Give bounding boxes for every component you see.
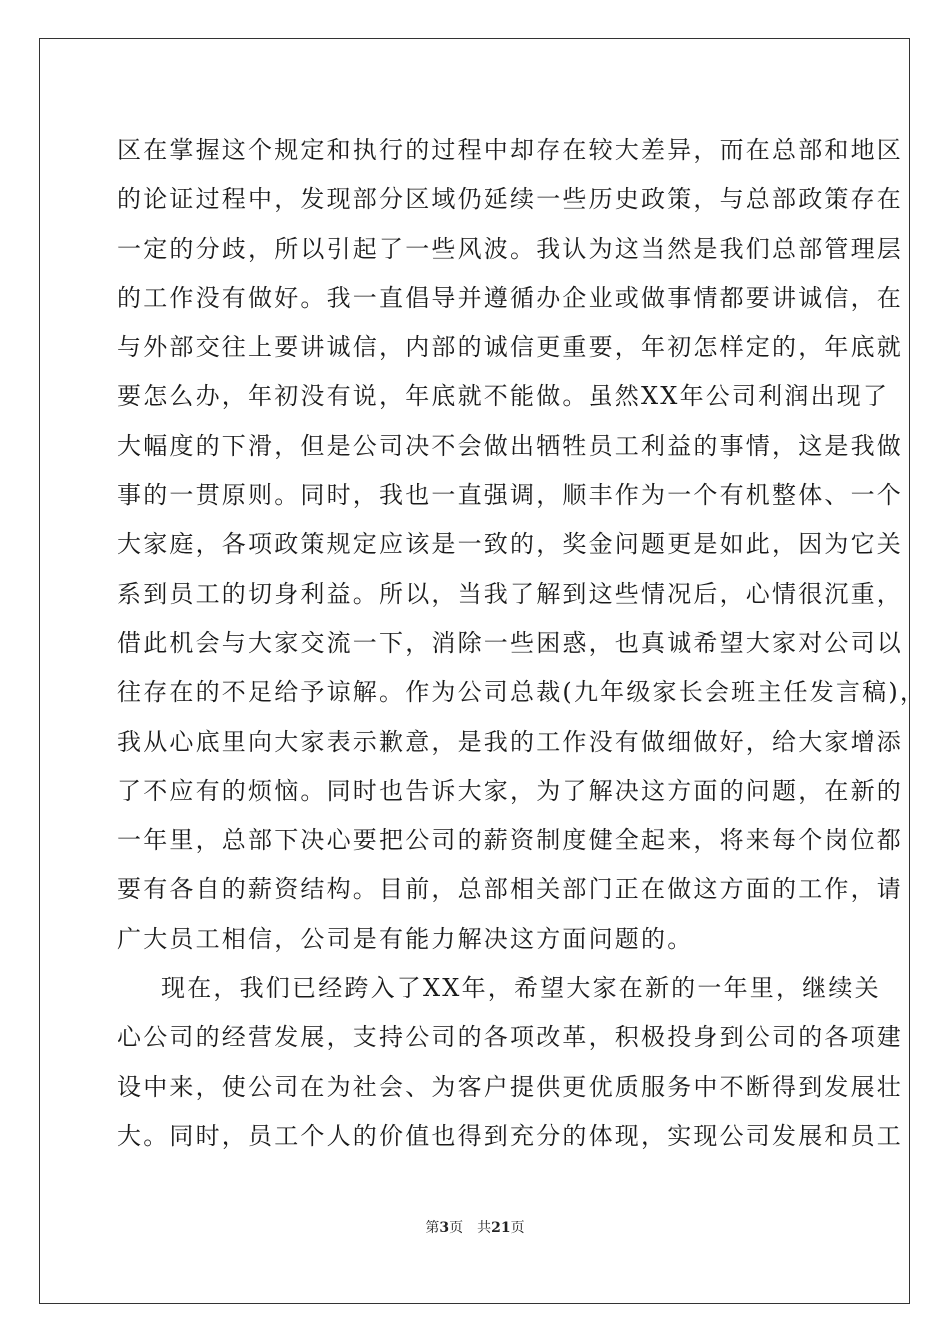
- page-footer: [0, 1217, 950, 1237]
- text-line: 要怎么办，年初没有说，年底就不能做。虽然XX年公司利润出现了: [117, 382, 890, 411]
- text-line: 与外部交往上要讲诚信，内部的诚信更重要，年初怎样定的，年底就: [117, 333, 903, 362]
- text-line: 一定的分歧，所以引起了一些风波。我认为这当然是我们总部管理层: [117, 234, 903, 263]
- page-prefix: 第: [425, 1220, 440, 1236]
- document-body: [117, 126, 927, 1161]
- current-page-number: 3: [439, 1220, 450, 1236]
- total-page-count: 21: [491, 1220, 511, 1236]
- text-line: 的论证过程中，发现部分区域仍延续一些历史政策，与总部政策存在: [117, 185, 903, 214]
- text-line: 大幅度的下滑，但是公司决不会做出牺牲员工利益的事情，这是我做: [117, 431, 903, 460]
- text-line: 事的一贯原则。同时，我也一直强调，顺丰作为一个有机整体、一个: [117, 481, 903, 510]
- page-suffix: 页: [449, 1220, 464, 1236]
- text-line: 大家庭，各项政策规定应该是一致的，奖金问题更是如此，因为它关: [117, 530, 903, 559]
- text-line: 广大员工相信，公司是有能力解决这方面问题的。: [117, 924, 694, 953]
- text-line: 现在，我们已经跨入了XX年，希望大家在新的一年里，继续关: [161, 974, 881, 1003]
- text-line: 了不应有的烦恼。同时也告诉大家，为了解决这方面的问题，在新的: [117, 776, 903, 805]
- total-suffix: 页: [510, 1220, 525, 1236]
- text-line: 要有各自的薪资结构。目前，总部相关部门正在做这方面的工作，请: [117, 875, 903, 904]
- text-line: 我从心底里向大家表示歉意，是我的工作没有做细做好，给大家增添: [117, 727, 903, 756]
- text-line: 一年里，总部下决心要把公司的薪资制度健全起来，将来每个岗位都: [117, 826, 903, 855]
- total-prefix: 共: [477, 1220, 492, 1236]
- text-line: 设中来，使公司在为社会、为客户提供更优质服务中不断得到发展壮: [117, 1072, 903, 1101]
- text-line: 心公司的经营发展，支持公司的各项改革，积极投身到公司的各项建: [117, 1023, 903, 1052]
- text-line: 系到员工的切身利益。所以，当我了解到这些情况后，心情很沉重，: [117, 579, 903, 608]
- text-line: 借此机会与大家交流一下，消除一些困惑，也真诚希望大家对公司以: [117, 628, 903, 657]
- text-line: 区在掌握这个规定和执行的过程中却存在较大差异，而在总部和地区: [117, 136, 903, 164]
- text-line: 的工作没有做好。我一直倡导并遵循办企业或做事情都要讲诚信，在: [117, 283, 903, 312]
- text-line: 往存在的不足给予谅解。作为公司总裁(九年级家长会班主任发言稿)，: [117, 678, 927, 707]
- text-line: 大。同时，员工个人的价值也得到充分的体现，实现公司发展和员工: [117, 1121, 903, 1150]
